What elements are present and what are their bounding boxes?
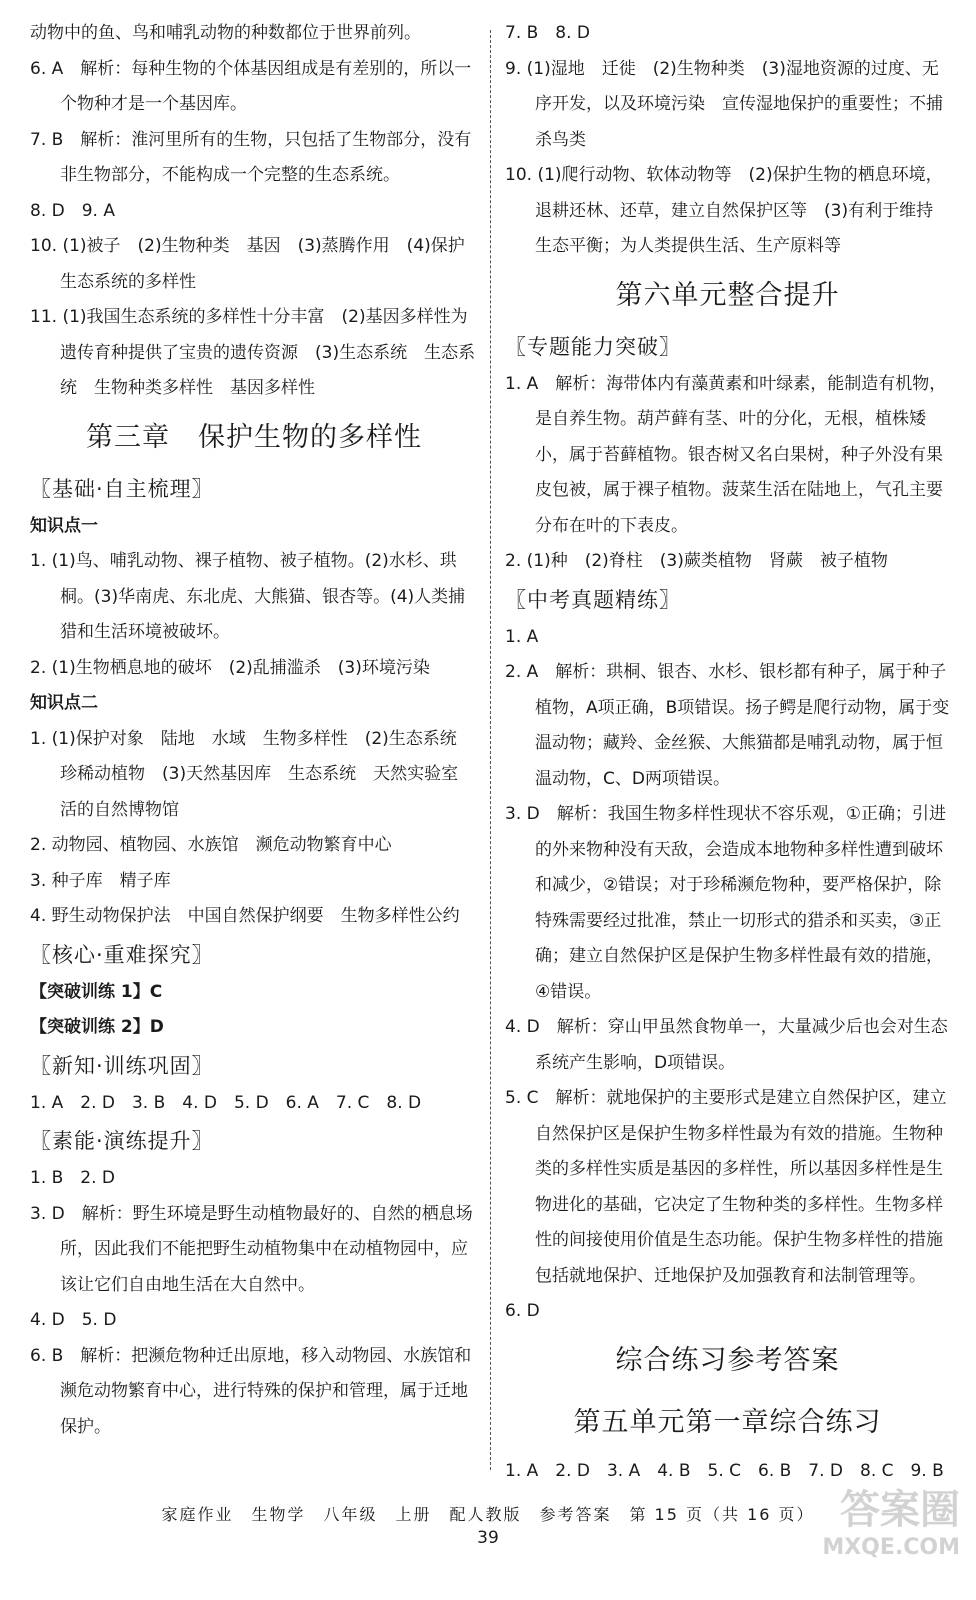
section-title: 综合练习参考答案 [615, 1344, 840, 1376]
answer-paragraph: 6. B 解析：把濒危物种迁出原地，移入动物园、水族馆和濒危动物繁育中心，进行特殊的保护和管理，属于迁地保护。 [30, 1345, 472, 1437]
answer-paragraph: 10. (1)被子 (2)生物种类 基因 (3)蒸腾作用 (4)保护生态系统的多样性 [30, 236, 465, 292]
subsection-heading: 〖专题能力突破〗 [505, 334, 681, 359]
watermark-url: MXQE.COM [822, 1535, 960, 1560]
answer-paragraph: 1. A 2. D 3. A 4. B 5. C 6. B 7. D 8. C 9. B [505, 1460, 944, 1481]
subsection-heading: 〖素能·演练提升〗 [30, 1129, 214, 1153]
page-number: 39 [477, 1528, 499, 1548]
answer-paragraph: 1. A [505, 626, 539, 647]
answer-paragraph: 2. 动物园、植物园、水族馆 濒危动物繁育中心 [30, 835, 392, 855]
knowledge-point-label: 知识点二 [30, 693, 98, 713]
answer-paragraph: 3. D 解析：我国生物多样性现状不容乐观，①正确；引进的外来物种没有天敌，会造成本地物种多样性遭到破坏和减少，②错误；对于珍稀濒危物种，要严格保护，除特殊需要经过批准，禁止一切形式的猎杀和买卖，③正确；建立自然保护区是保护生物多样性最有效的措施，④错误。 [505, 804, 946, 1002]
subsection-heading: 〖中考真题精练〗 [505, 587, 681, 612]
answer-paragraph: 1. A 2. D 3. B 4. D 5. D 6. A 7. C 8. D [30, 1092, 422, 1113]
answer-paragraph: 4. 野生动物保护法 中国自然保护纲要 生物多样性公约 [30, 906, 460, 926]
left-column [30, 16, 478, 1445]
answer-paragraph: 7. B 8. D [505, 23, 590, 43]
section-title: 第五单元第一章综合练习 [573, 1406, 882, 1438]
column-divider [490, 30, 491, 1470]
answer-paragraph: 2. (1)生物栖息地的破坏 (2)乱捕滥杀 (3)环境污染 [30, 657, 430, 678]
subsection-heading: 〖基础·自主梳理〗 [30, 476, 214, 501]
knowledge-point-label: 【突破训练 2】D [30, 1017, 164, 1037]
answer-paragraph: 4. D 解析：穿山甲虽然食物单一，大量减少后也会对生态系统产生影响，D项错误。 [505, 1017, 948, 1073]
subsection-heading: 〖新知·训练巩固〗 [30, 1053, 214, 1078]
knowledge-point-label: 【突破训练 1】C [30, 981, 163, 1002]
answer-paragraph: 1. (1)保护对象 陆地 水域 生物多样性 (2)生态系统 珍稀动植物 (3)天然基因库 生态系统 天然实验室 活的自然博物馆 [30, 728, 476, 820]
answer-paragraph: 7. B 解析：淮河里所有的生物，只包括了生物部分，没有非生物部分，不能构成一个完整的生态系统。 [30, 129, 472, 185]
answer-paragraph: 11. (1)我国生态系统的多样性十分丰富 (2)基因多样性为遗传育种提供了宝贵的遗传资源 (3)生态系统 生态系统 生物种类多样性 基因多样性 [30, 307, 476, 398]
watermark-logo [770, 1478, 960, 1588]
answer-paragraph: 9. (1)湿地 迁徙 (2)生物种类 (3)湿地资源的过度、无序开发，以及环境污染 宣传湿地保护的重要性；不捕杀鸟类 [505, 58, 943, 150]
answer-paragraph: 1. (1)鸟、哺乳动物、裸子植物、被子植物。(2)水杉、珙桐。(3)华南虎、东北虎、大熊猫、银杏等。(4)人类捕猎和生活环境被破坏。 [30, 551, 466, 642]
answer-paragraph: 4. D 5. D [30, 1310, 117, 1330]
page-footer: 家庭作业 生物学 八年级 上册 配人教版 参考答案 第 15 页（共 16 页） [161, 1505, 815, 1524]
answer-paragraph: 2. A 解析：珙桐、银杏、水杉、银杉都有种子，属于种子植物，A项正确，B项错误。扬子鳄是爬行动物，属于变温动物；藏羚、金丝猴、大熊猫都是哺乳动物，属于恒温动物，C、D两项错误。 [505, 662, 950, 789]
answer-paragraph: 3. 种子库 精子库 [30, 870, 171, 891]
answer-paragraph: 3. D 解析：野生环境是野生动植物最好的、自然的栖息场所，因此我们不能把野生动植物集中在动植物园中，应该让它们自由地生活在大自然中。 [30, 1203, 473, 1295]
answer-paragraph: 1. A 解析：海带体内有藻黄素和叶绿素，能制造有机物，是自养生物。葫芦藓有茎、叶的分化，无根，植株矮小，属于苔藓植物。银杏树又名白果树，种子外没有果皮包被，属于裸子植物。菠菜生活在陆地上，气孔主要分布在叶的下表皮。 [505, 373, 947, 536]
watermark-title: 答案圈 [840, 1487, 960, 1533]
answer-paragraph: 10. (1)爬行动物、软体动物等 (2)保护生物的栖息环境，退耕还林、还草，建立自然保护区等 (3)有利于维持生态平衡；为人类提供生活、生产原料等 [505, 165, 943, 256]
section-title: 第六单元整合提升 [615, 279, 840, 311]
knowledge-point-label: 知识点一 [30, 515, 98, 536]
answer-paragraph: 2. (1)种 (2)脊柱 (3)蕨类植物 肾蕨 被子植物 [505, 551, 888, 571]
answer-paragraph: 动物中的鱼、鸟和哺乳动物的种数都位于世界前列。 [30, 23, 421, 43]
section-title: 第三章 保护生物的多样性 [86, 421, 422, 453]
answer-paragraph: 6. D [505, 1301, 540, 1321]
answer-paragraph: 6. A 解析：每种生物的个体基因组成是有差别的，所以一个物种才是一个基因库。 [30, 58, 472, 114]
subsection-heading: 〖核心·重难探究〗 [30, 942, 214, 967]
answer-paragraph: 1. B 2. D [30, 1168, 115, 1188]
right-column [505, 16, 950, 1489]
answer-paragraph: 5. C 解析：就地保护的主要形式是建立自然保护区，建立自然保护区是保护生物多样性最为有效的措施。生物种类的多样性实质是基因的多样性，所以基因多样性是生物进化的基础，它决定了生物种类的多样性。生物多样性的间接使用价值是生态功能。保护生物多样性的措施包括就地保护、迁地保护及加强教育和法制管理等。 [505, 1088, 947, 1286]
answer-paragraph: 8. D 9. A [30, 200, 115, 221]
